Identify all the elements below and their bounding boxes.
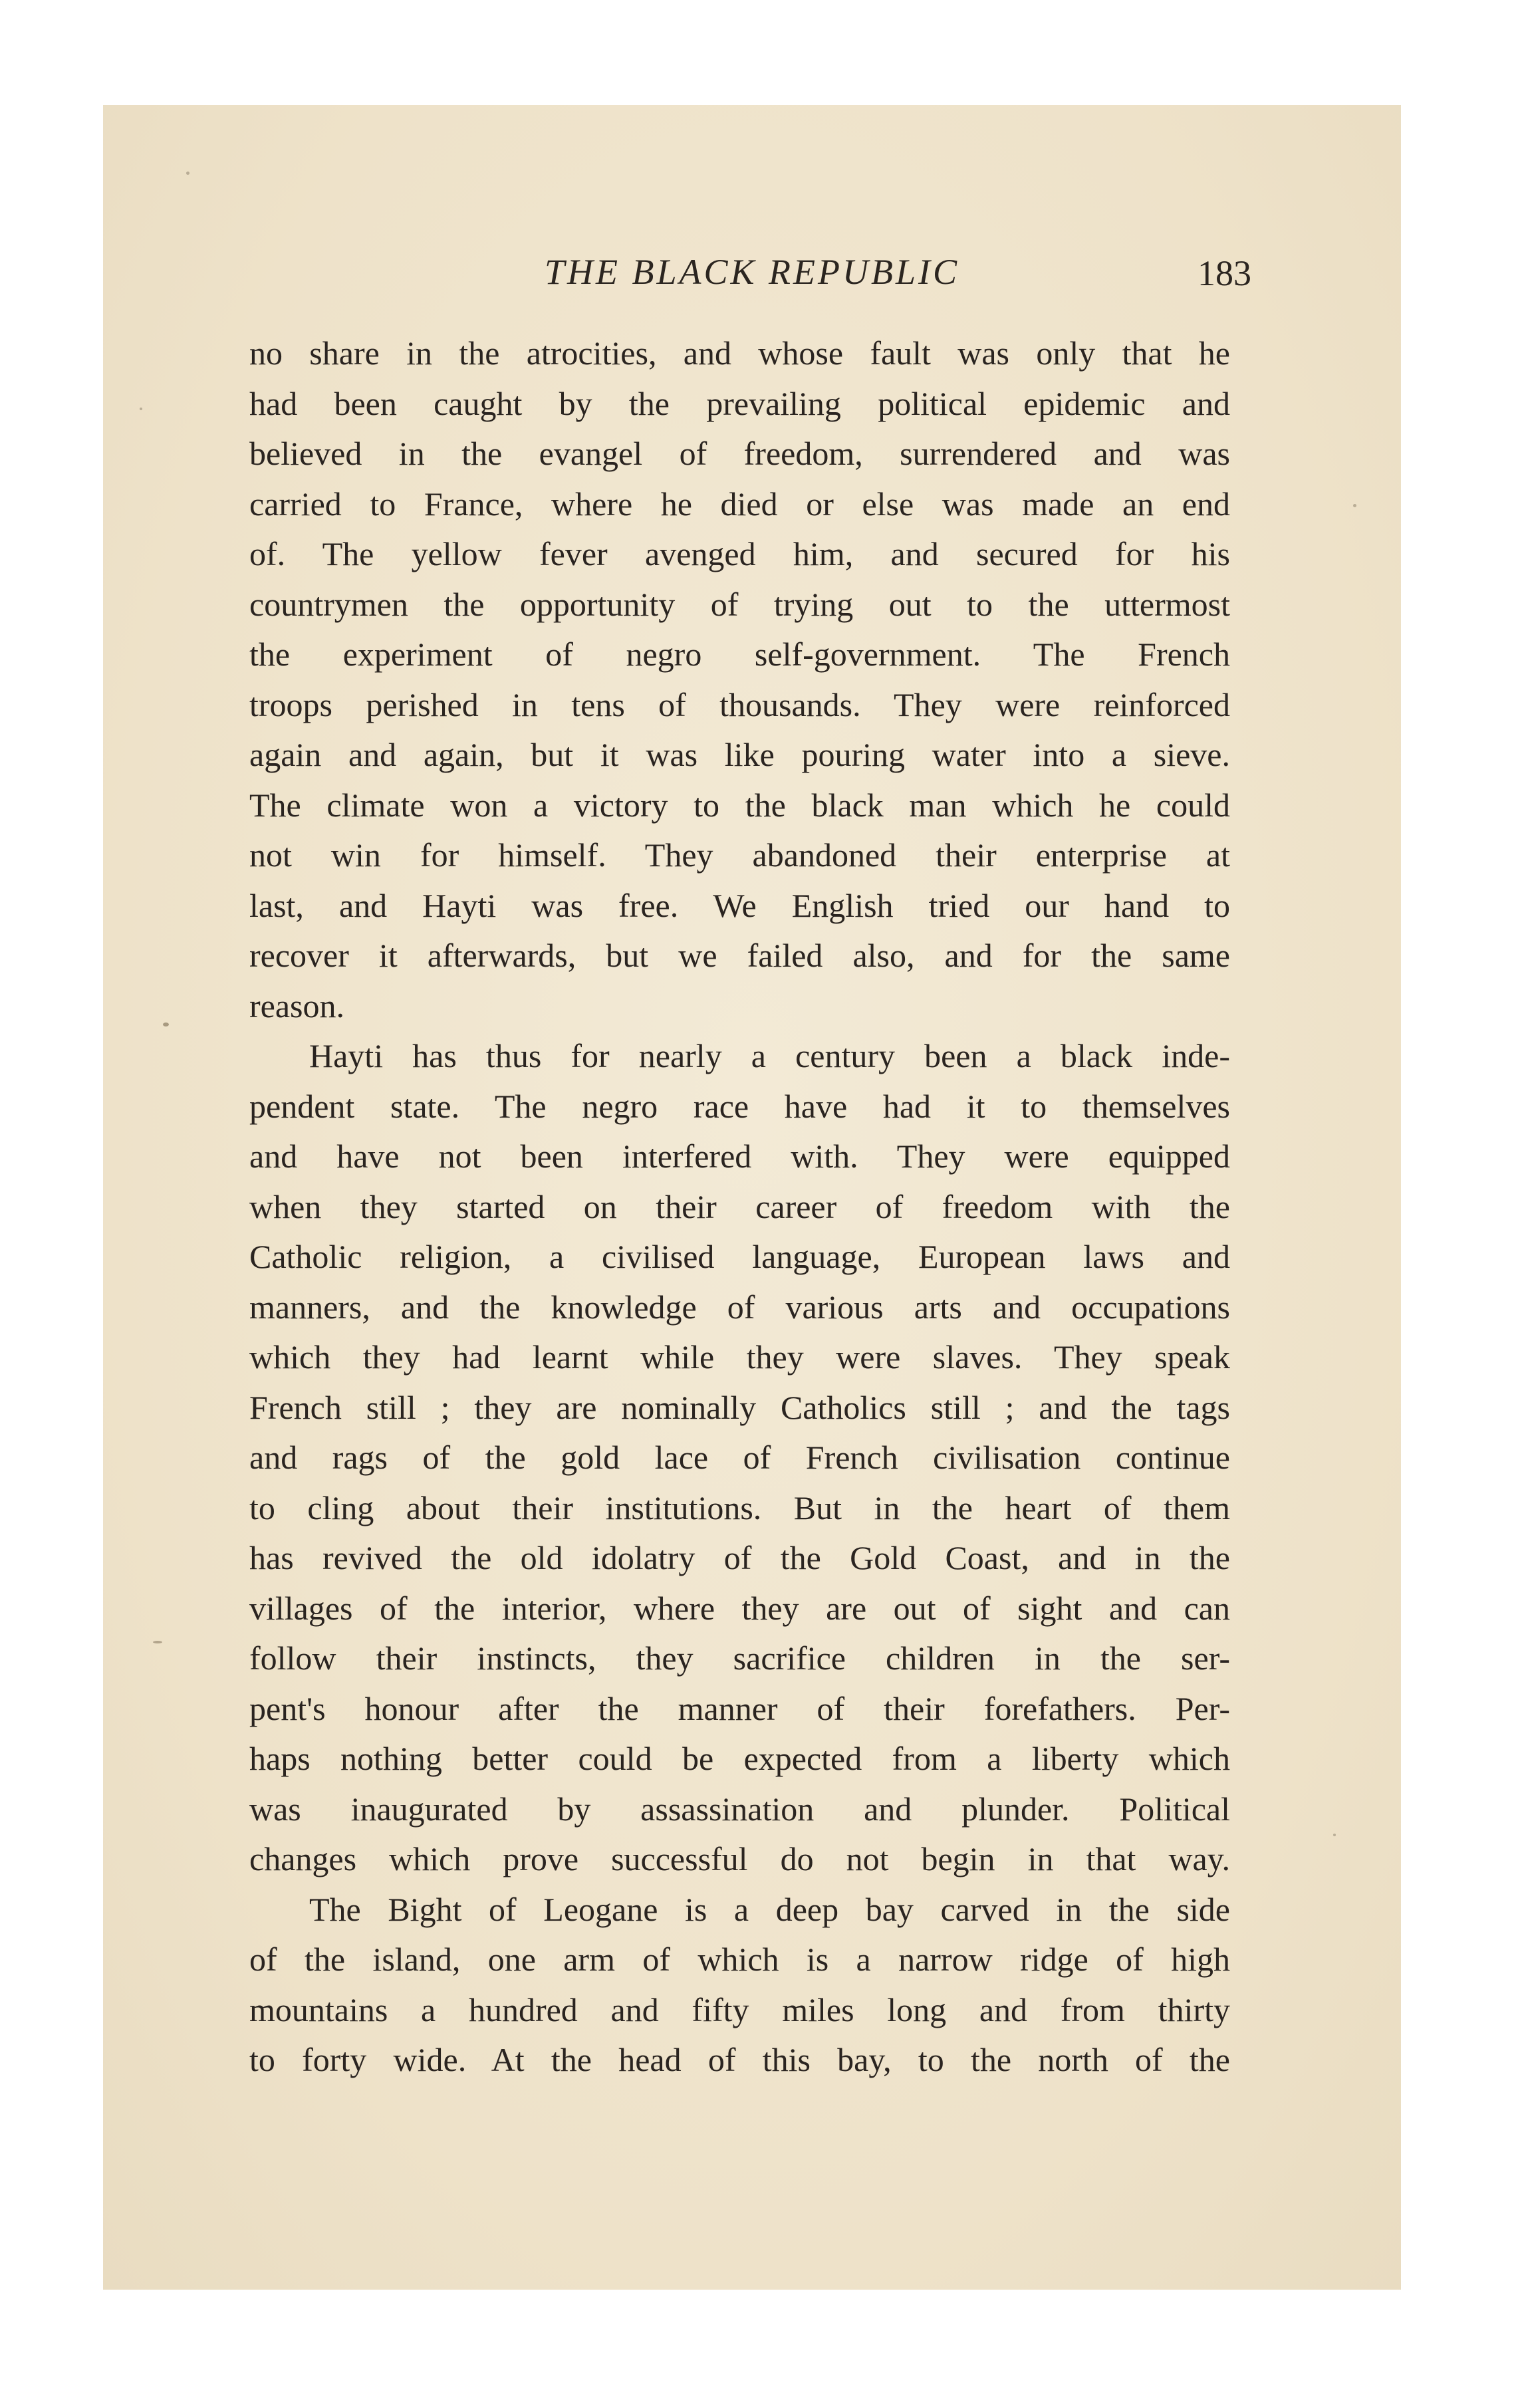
paragraph-start-line: Hayti has thus for nearly a century been a black inde- bbox=[309, 1037, 1230, 1074]
text-line: manners, and the knowledge of various arts and occupations bbox=[249, 1288, 1230, 1326]
text-line: pent's honour after the manner of their forefathers. Per- bbox=[249, 1689, 1230, 1727]
paragraph-start-line: The Bight of Leogane is a deep bay carved in the side bbox=[309, 1890, 1230, 1928]
running-title: THE BLACK REPUBLIC bbox=[544, 252, 960, 292]
text-line: last, and Hayti was free. We English tried our hand to bbox=[249, 886, 1230, 924]
text-line: The climate won a victory to the black man which he could bbox=[249, 786, 1230, 824]
text-line: again and again, but it was like pouring water into a sieve. bbox=[249, 736, 1230, 773]
body-text bbox=[249, 328, 1230, 2086]
text-line: to cling about their institutions. But in the heart of them bbox=[249, 1489, 1230, 1526]
text-line: Catholic religion, a civilised language, European laws and bbox=[249, 1238, 1230, 1275]
paper-speck bbox=[140, 408, 142, 410]
paper-speck bbox=[186, 172, 190, 175]
text-line: pendent state. The negro race have had it to themselves bbox=[249, 1087, 1230, 1125]
page-number: 183 bbox=[1198, 253, 1251, 293]
text-line: and rags of the gold lace of French civilisation continue bbox=[249, 1439, 1230, 1476]
text-line: when they started on their career of freedom with the bbox=[249, 1187, 1230, 1225]
paper-speck bbox=[153, 1641, 162, 1643]
paragraph-end-line: reason. bbox=[249, 987, 344, 1024]
text-line: carried to France, where he died or else was made an end bbox=[249, 485, 1230, 523]
text-line: which they had learnt while they were slaves. They speak bbox=[249, 1338, 1230, 1376]
text-line: mountains a hundred and fifty miles long and from thirty bbox=[249, 1990, 1230, 2028]
text-line: had been caught by the prevailing political epidemic and bbox=[249, 384, 1230, 422]
text-line: believed in the evangel of freedom, surrendered and was bbox=[249, 435, 1230, 472]
book-page bbox=[103, 105, 1401, 2290]
text-line: follow their instincts, they sacrifice children in the ser- bbox=[249, 1639, 1230, 1677]
text-line: no share in the atrocities, and whose fault was only that he bbox=[249, 334, 1230, 372]
text-line: the experiment of negro self-government. The French bbox=[249, 636, 1230, 673]
text-line: countrymen the opportunity of trying out to the uttermost bbox=[249, 585, 1230, 623]
text-line: of the island, one arm of which is a narrow ridge of high bbox=[249, 1941, 1230, 1978]
running-head bbox=[103, 251, 1401, 311]
text-line: has revived the old idolatry of the Gold Coast, and in the bbox=[249, 1539, 1230, 1576]
text-line: not win for himself. They abandoned their enterprise at bbox=[249, 836, 1230, 874]
text-line: to forty wide. At the head of this bay, to the north of the bbox=[249, 2041, 1230, 2078]
paper-speck bbox=[1333, 1834, 1336, 1836]
text-line: troops perished in tens of thousands. They were reinforced bbox=[249, 685, 1230, 723]
text-line: French still ; they are nominally Catholics still ; and the tags bbox=[249, 1388, 1230, 1426]
paper-speck bbox=[1353, 504, 1356, 507]
text-line: changes which prove successful do not begin in that way. bbox=[249, 1840, 1230, 1877]
text-line: haps nothing better could be expected from a liberty which bbox=[249, 1740, 1230, 1777]
text-line: and have not been interfered with. They were equipped bbox=[249, 1138, 1230, 1175]
text-line: recover it afterwards, but we failed also, and for the same bbox=[249, 937, 1230, 974]
text-line: was inaugurated by assassination and plunder. Political bbox=[249, 1790, 1230, 1828]
paper-speck bbox=[163, 1023, 169, 1026]
text-line: of. The yellow fever avenged him, and secured for his bbox=[249, 535, 1230, 572]
text-line: villages of the interior, where they are out of sight and can bbox=[249, 1589, 1230, 1627]
